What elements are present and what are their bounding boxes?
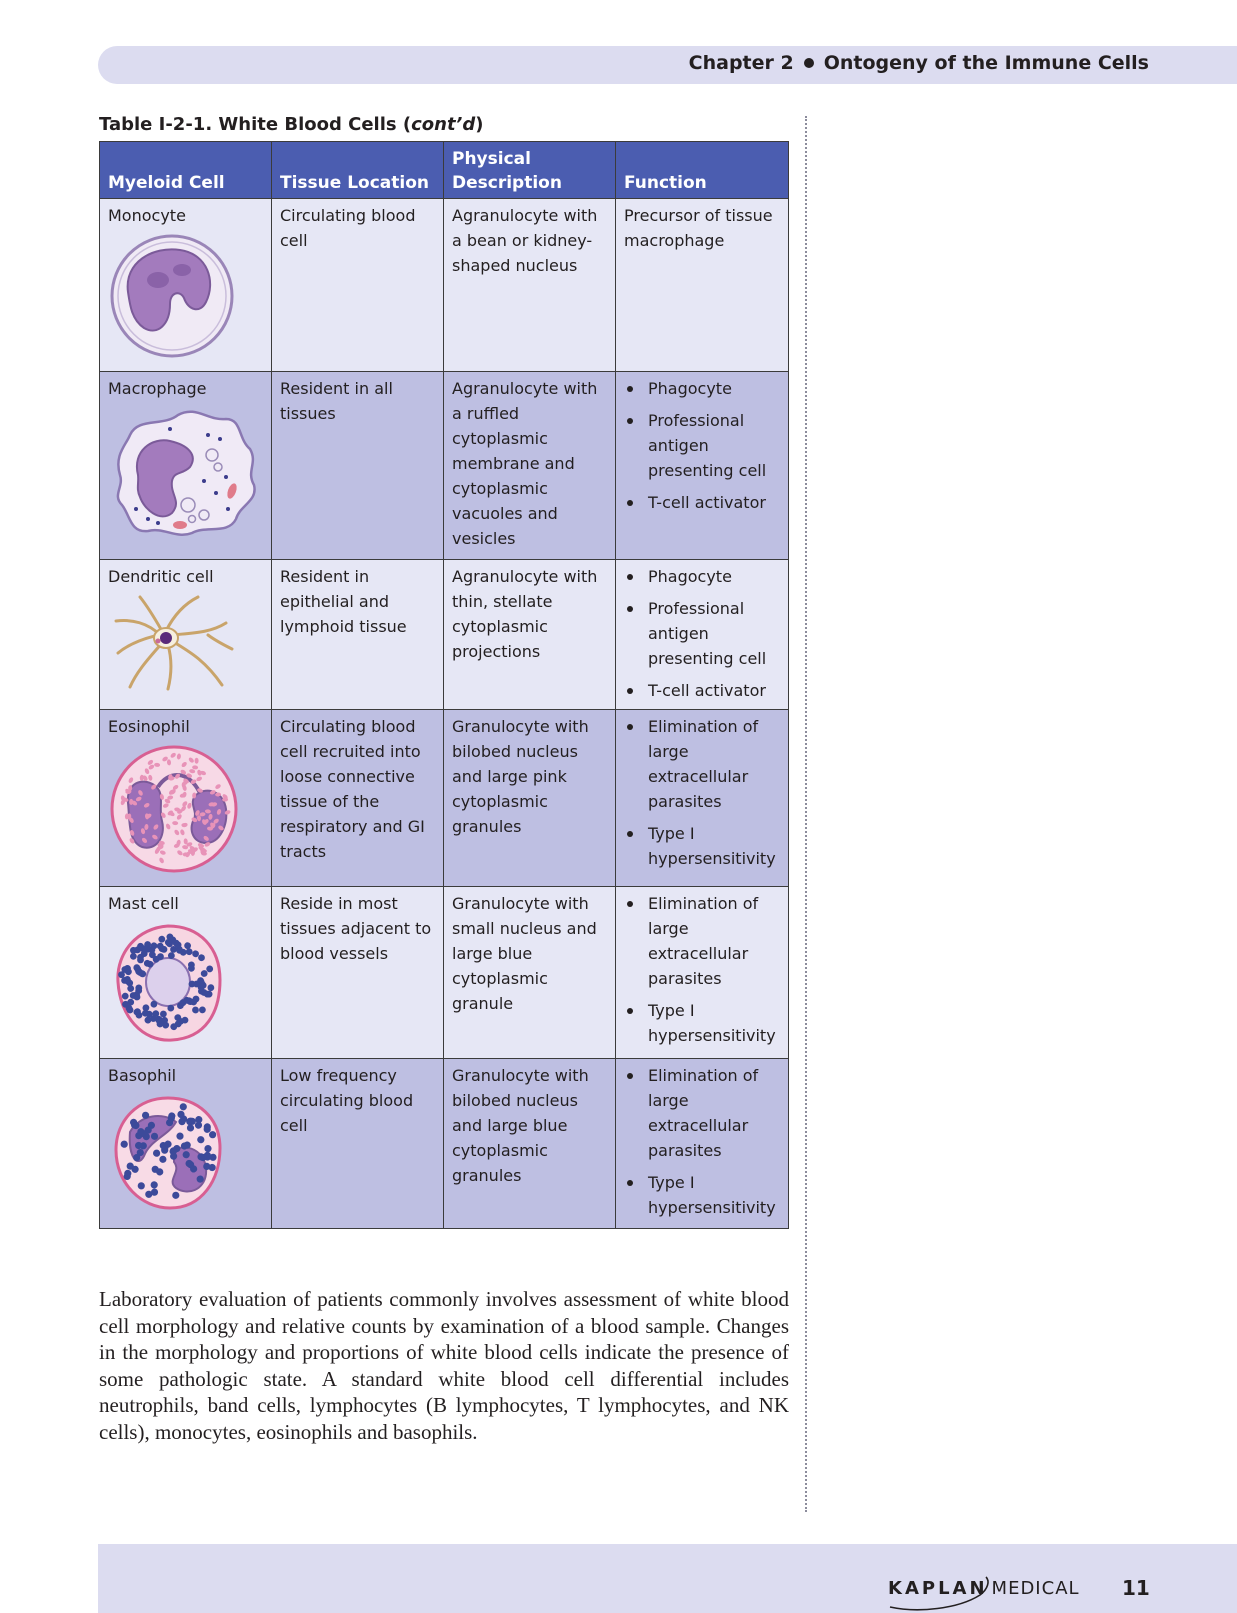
function-item: T-cell activator <box>624 678 780 703</box>
function-item: Phagocyte <box>624 376 780 401</box>
kaplan-medical-logo <box>888 1578 1080 1599</box>
dendritic-cell-illustration-icon <box>108 593 238 693</box>
chapter-label: Chapter 2 <box>688 52 794 74</box>
function-list <box>624 1063 780 1220</box>
cell-name-cell <box>100 372 272 560</box>
white-blood-cells-table <box>99 141 789 1229</box>
function-item: Elimination of large extracellular parasites <box>624 1063 780 1163</box>
function-list-cell <box>616 887 789 1059</box>
function-list-cell <box>616 1059 789 1229</box>
function-item: T-cell activator <box>624 490 780 515</box>
eosinophil-illustration-icon <box>108 743 244 873</box>
table-row <box>100 1059 789 1229</box>
function-list-cell <box>616 710 789 887</box>
tissue-location: Low frequency circulating blood cell <box>272 1059 444 1229</box>
function-list-cell <box>616 560 789 710</box>
column-header: Physical Description <box>444 142 616 199</box>
table-row <box>100 199 789 372</box>
cell-name: Eosinophil <box>108 717 190 736</box>
table-row <box>100 372 789 560</box>
table-title-suffix: ) <box>475 114 484 135</box>
cell-name-cell <box>100 199 272 372</box>
mast-cell-illustration-icon <box>108 920 228 1046</box>
cell-name: Macrophage <box>108 379 207 398</box>
tissue-location: Circulating blood cell recruited into loose connective tissue of the respiratory and GI tracts <box>272 710 444 887</box>
margin-dotted-rule <box>805 116 807 1512</box>
function-item: Type I hypersensitivity <box>624 821 780 871</box>
table-title-contd: cont’d <box>411 114 476 135</box>
function-item: Professional antigen presenting cell <box>624 408 780 483</box>
function-item: Phagocyte <box>624 564 780 589</box>
running-head <box>689 52 1149 74</box>
tissue-location: Circulating blood cell <box>272 199 444 372</box>
tissue-location: Resident in all tissues <box>272 372 444 560</box>
physical-description: Granulocyte with small nucleus and large blue cytoplasmic granule <box>444 887 616 1059</box>
function-item: Type I hypersensitivity <box>624 998 780 1048</box>
basophil-illustration-icon <box>108 1092 228 1214</box>
function-item: Type I hypersensitivity <box>624 1170 780 1220</box>
chapter-title: Ontogeny of the Immune Cells <box>823 52 1149 74</box>
function-item: Elimination of large extracellular parasites <box>624 891 780 991</box>
page-number: 11 <box>1122 1576 1150 1600</box>
cell-name-cell <box>100 1059 272 1229</box>
macrophage-illustration-icon <box>108 405 258 540</box>
column-header: Myeloid Cell <box>100 142 272 199</box>
body-paragraph: Laboratory evaluation of patients commonly involves assessment of white blood cell morphology and relative counts by examination of a blood sample. Changes in the morphology and proportions of white blood cells indicate the presence of some pathologic state. A standard white blood cell differential includes neutrophils, band cells, lymphocytes (B lymphocytes, T lymphocytes, and NK cells), monocytes, eosinophils and basophils. <box>99 1287 789 1444</box>
function-text: Precursor of tissue macrophage <box>616 199 789 372</box>
function-item: Elimination of large extracellular parasites <box>624 714 780 814</box>
cell-name-cell <box>100 560 272 710</box>
function-list <box>624 376 780 515</box>
function-list-cell <box>616 372 789 560</box>
physical-description: Agranulocyte with a ruffled cytoplasmic membrane and cytoplasmic vacuoles and vesicles <box>444 372 616 560</box>
medical-wordmark: MEDICAL <box>991 1578 1080 1599</box>
table-header-row <box>100 142 789 199</box>
table-row <box>100 560 789 710</box>
cell-name: Dendritic cell <box>108 567 214 586</box>
cell-name: Mast cell <box>108 894 179 913</box>
cell-name: Monocyte <box>108 206 186 225</box>
physical-description: Granulocyte with bilobed nucleus and large pink cytoplasmic granules <box>444 710 616 887</box>
column-header: Function <box>616 142 789 199</box>
cell-name: Basophil <box>108 1066 177 1085</box>
table-title <box>99 114 484 135</box>
tissue-location: Resident in epithelial and lymphoid tissue <box>272 560 444 710</box>
cell-name-cell <box>100 887 272 1059</box>
function-item: Professional antigen presenting cell <box>624 596 780 671</box>
cell-name-cell <box>100 710 272 887</box>
table-title-prefix: Table I-2-1. White Blood Cells ( <box>99 114 412 135</box>
function-list <box>624 714 780 871</box>
monocyte-illustration-icon <box>108 232 238 362</box>
function-list <box>624 891 780 1048</box>
physical-description: Granulocyte with bilobed nucleus and large blue cytoplasmic granules <box>444 1059 616 1229</box>
bullet-dot-icon <box>804 58 814 68</box>
kaplan-wordmark: KAPLAN <box>888 1578 988 1599</box>
physical-description: Agranulocyte with thin, stellate cytoplasmic projections <box>444 560 616 710</box>
tissue-location: Reside in most tissues adjacent to blood vessels <box>272 887 444 1059</box>
table-row <box>100 710 789 887</box>
physical-description: Agranulocyte with a bean or kidney-shaped nucleus <box>444 199 616 372</box>
column-header: Tissue Location <box>272 142 444 199</box>
function-list <box>624 564 780 703</box>
table-row <box>100 887 789 1059</box>
